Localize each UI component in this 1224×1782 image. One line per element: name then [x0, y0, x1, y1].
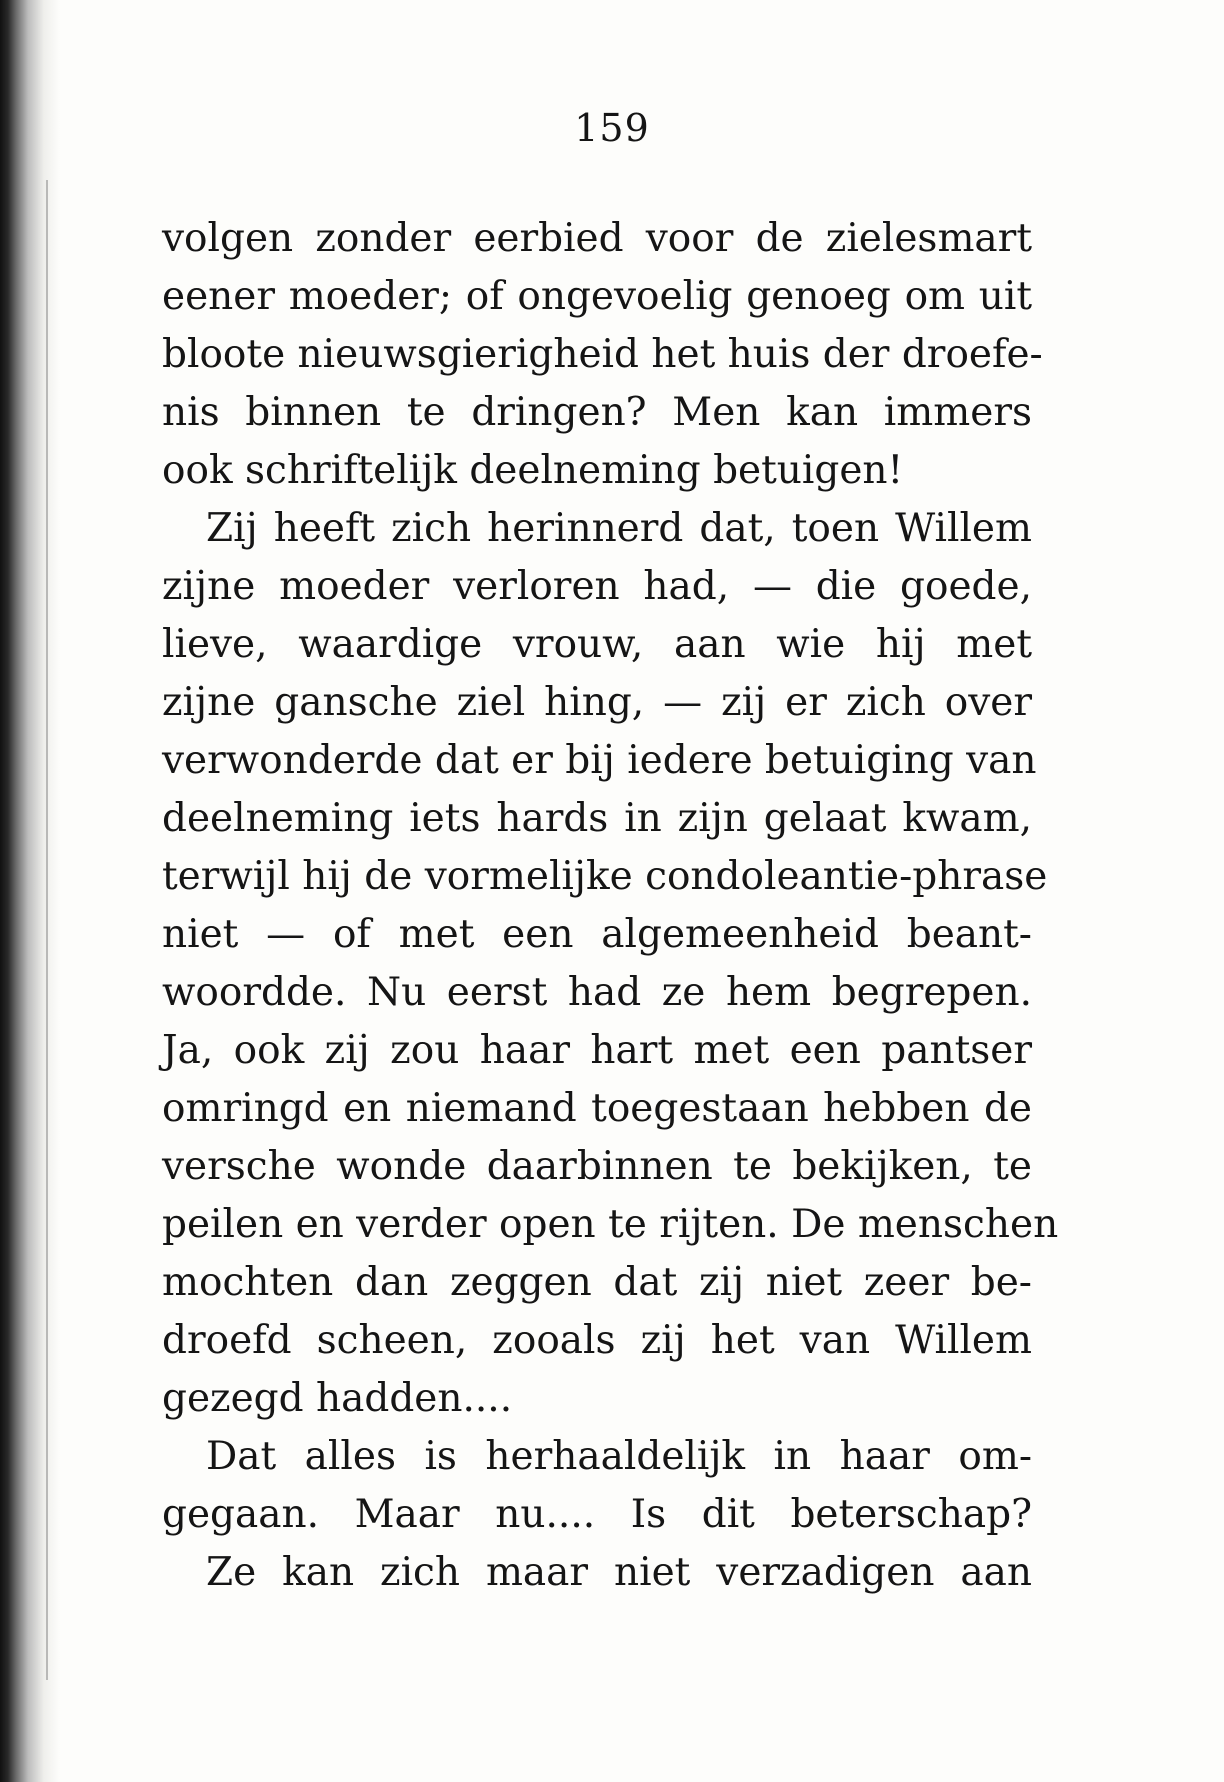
- text-line: omringd en niemand toegestaan hebben de: [162, 1086, 1032, 1131]
- text-line: woordde. Nu eerst had ze hem begrepen.: [162, 970, 1032, 1015]
- text-line: volgen zonder eerbied voor de zielesmart: [162, 216, 1032, 261]
- text-line: peilen en verder open te rijten. De menschen: [162, 1202, 1059, 1247]
- text-line: niet — of met een algemeenheid beant-: [162, 912, 1032, 957]
- text-line: versche wonde daarbinnen te bekijken, te: [162, 1144, 1032, 1189]
- text-line: deelneming iets hards in zijn gelaat kwam,: [162, 796, 1032, 841]
- text-line: Zij heeft zich herinnerd dat, toen Willem: [206, 506, 1032, 551]
- text-line: lieve, waardige vrouw, aan wie hij met: [162, 622, 1032, 667]
- text-line: mochten dan zeggen dat zij niet zeer be-: [162, 1260, 1032, 1305]
- text-line: zijne gansche ziel hing, — zij er zich over: [162, 680, 1032, 725]
- text-line: zijne moeder verloren had, — die goede,: [162, 564, 1032, 609]
- text-line: gezegd hadden....: [162, 1376, 513, 1421]
- text-line: bloote nieuwsgierigheid het huis der droefe-: [162, 332, 1043, 377]
- gutter-line: [46, 180, 48, 1680]
- text-line: gegaan. Maar nu.... Is dit beterschap?: [162, 1492, 1032, 1537]
- text-line: terwijl hij de vormelijke condoleantie-phrase: [162, 854, 1048, 899]
- text-line: ook schriftelijk deelneming betuigen!: [162, 448, 904, 493]
- text-line: verwonderde dat er bij iedere betuiging van: [162, 738, 1037, 783]
- text-line: droefd scheen, zooals zij het van Willem: [162, 1318, 1032, 1363]
- text-line: eener moeder; of ongevoelig genoeg om uit: [162, 274, 1032, 319]
- text-line: Dat alles is herhaaldelijk in haar om-: [206, 1434, 1032, 1479]
- text-line: Ja, ook zij zou haar hart met een pantser: [162, 1028, 1032, 1073]
- text-line: Ze kan zich maar niet verzadigen aan: [206, 1550, 1032, 1595]
- book-spine-shadow: [0, 0, 60, 1782]
- body-text: [162, 210, 1059, 1602]
- text-line: nis binnen te dringen? Men kan immers: [162, 390, 1032, 435]
- page-number: 159: [574, 106, 650, 150]
